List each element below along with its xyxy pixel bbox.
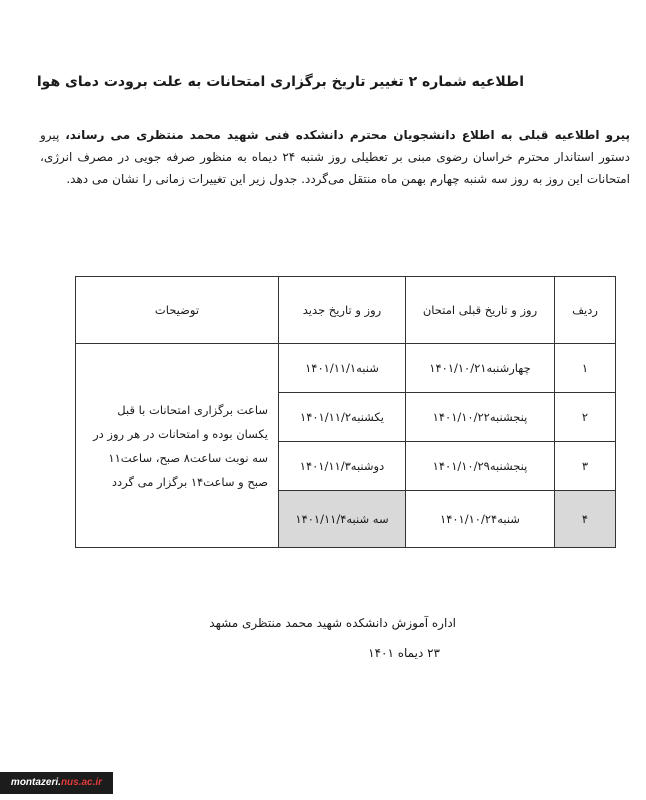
- header-old-date: روز و تاریخ قبلی امتحان: [406, 277, 555, 344]
- watermark-name: montazeri.: [10, 777, 61, 788]
- new-date-cell: دوشنبه۱۴۰۱/۱۱/۳: [279, 442, 406, 491]
- table-header-row: [76, 277, 616, 344]
- intro-bold-text: پیرو اطلاعیه قبلی به اطلاع دانشجویان محترم دانشکده فنی شهید محمد منتظری می رساند،: [65, 128, 630, 142]
- exam-schedule-table: [75, 276, 616, 548]
- new-date-cell: سه شنبه۱۴۰۱/۱۱/۴: [279, 491, 406, 548]
- header-notes: توضیحات: [76, 277, 279, 344]
- notes-cell: ساعت برگزاری امتحانات با قبل یکسان بوده و امتحانات در هر روز در سه نوبت ساعت۸ صبح، ساعت۱۱ صبح و ساعت۱۴ برگزار می گردد: [76, 344, 279, 548]
- watermark-domain: nus.ac.ir: [60, 777, 103, 788]
- old-date-cell: پنجشنبه۱۴۰۱/۱۰/۲۹: [406, 442, 555, 491]
- row-number: ۲: [555, 393, 616, 442]
- announcement-body: [40, 124, 630, 190]
- signature-date: ۲۳ دیماه ۱۴۰۱: [368, 646, 440, 660]
- header-new-date: روز و تاریخ جدید: [279, 277, 406, 344]
- signature-block: [209, 608, 456, 668]
- site-watermark: [0, 772, 113, 794]
- old-date-cell: پنجشنبه۱۴۰۱/۱۰/۲۲: [406, 393, 555, 442]
- new-date-cell: یکشنبه۱۴۰۱/۱۱/۲: [279, 393, 406, 442]
- signature-office: اداره آموزش دانشکده شهید محمد منتظری مشهد: [209, 616, 456, 630]
- header-row-number: ردیف: [555, 277, 616, 344]
- table-row: [76, 344, 616, 393]
- intro-text: پیرو دستور استاندار محترم خراسان رضوی مبنی بر تعطیلی روز شنبه ۲۴ دیماه به منظور صرفه جویی در مصرف انرژی، امتحانات این روز به روز سه شنبه چهارم بهمن ماه منتقل می‌گردد. جدول زیر این تغییرات زمانی را نشان می دهد.: [40, 128, 630, 186]
- row-number: ۴: [555, 491, 616, 548]
- row-number: ۱: [555, 344, 616, 393]
- new-date-cell: شنبه۱۴۰۱/۱۱/۱: [279, 344, 406, 393]
- old-date-cell: شنبه۱۴۰۱/۱۰/۲۴: [406, 491, 555, 548]
- row-number: ۳: [555, 442, 616, 491]
- old-date-cell: چهارشنبه۱۴۰۱/۱۰/۲۱: [406, 344, 555, 393]
- announcement-title: اطلاعیه شماره ۲ تغییر تاریخ برگزاری امتحانات به علت برودت دمای هوا: [36, 74, 524, 90]
